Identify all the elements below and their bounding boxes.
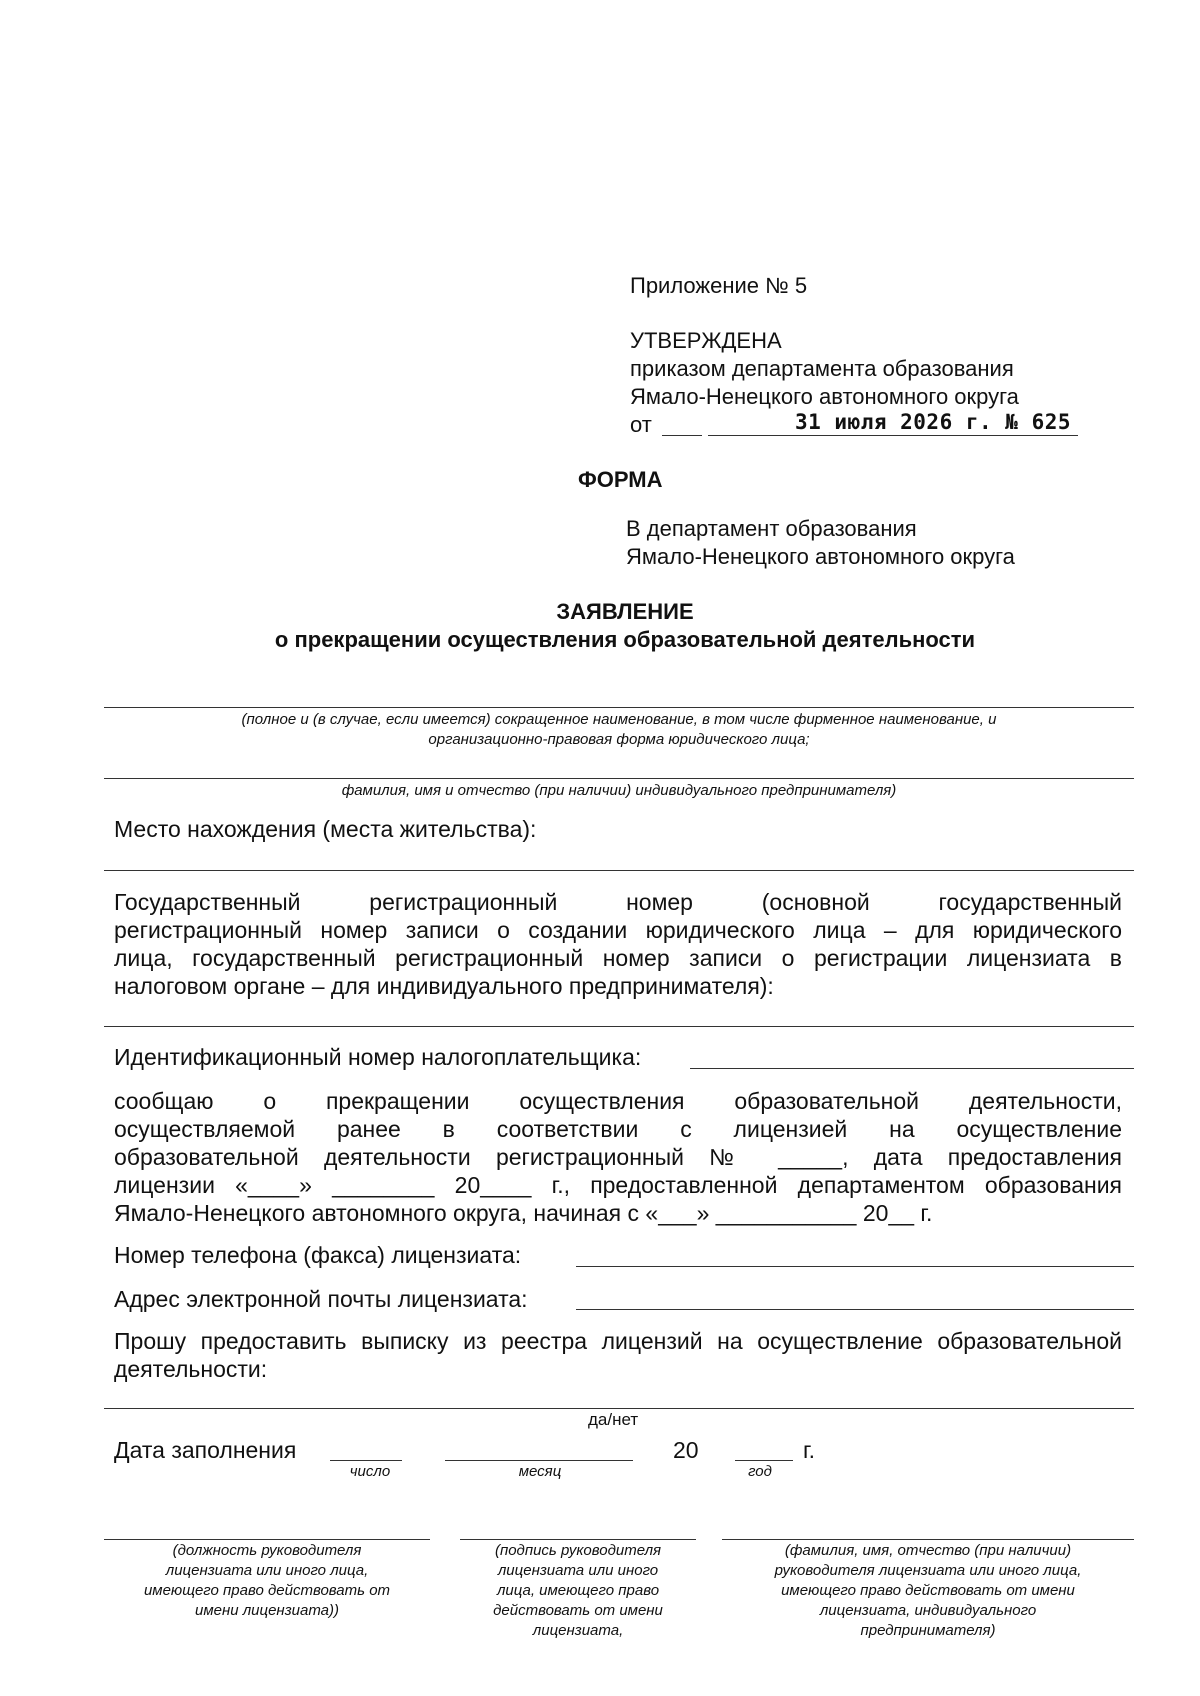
position-caption-line: (должность руководителя — [172, 1542, 362, 1559]
ogrn-text-3: лица, государственный регистрационный номер записи о регистрации лицензиата в — [114, 945, 1122, 971]
fullname-caption-line: (фамилия, имя, отчество (при наличии) — [784, 1542, 1072, 1559]
month-caption: месяц — [518, 1463, 562, 1480]
statement-text-1: сообщаю о прекращении осуществления образовательной деятельности, — [114, 1088, 1122, 1114]
statement-text-2: осуществляемой ранее в соответствии с лицензией на осуществление — [114, 1116, 1122, 1142]
approved-region-line: Ямало-Ненецкого автономного округа — [630, 384, 1019, 409]
ip-name-caption: фамилия, имя и отчество (при наличии) индивидуального предпринимателя) — [341, 782, 897, 799]
legal-name-line — [104, 707, 1134, 708]
statement-text-4: лицензии «____» ________ 20____ г., предоставленной департаментом образования — [114, 1172, 1122, 1198]
month-line[interactable] — [445, 1460, 633, 1461]
addressee-line-1: В департамент образования — [626, 516, 917, 541]
legal-name-caption-2: организационно-правовая форма юридического лица; — [428, 731, 810, 748]
signature-caption-line: действовать от имени — [493, 1602, 663, 1619]
phone-label: Номер телефона (факса) лицензиата: — [114, 1242, 522, 1268]
approved-label: УТВЕРЖДЕНА — [630, 328, 782, 353]
document-subtitle: о прекращении осуществления образовательной деятельности — [274, 627, 976, 652]
email-line[interactable] — [576, 1309, 1134, 1310]
form-label: ФОРМА — [578, 467, 663, 492]
location-line[interactable] — [104, 870, 1134, 871]
position-caption-line: имеющего право действовать от — [143, 1582, 391, 1599]
ip-name-line — [104, 778, 1134, 779]
approved-from-label: от — [630, 412, 652, 437]
addressee-line-2: Ямало-Ненецкого автономного округа — [626, 544, 1015, 569]
fullname-caption — [722, 1541, 1134, 1641]
fullname-caption-line: предпринимателя) — [860, 1622, 996, 1639]
signature-caption-line: лицензиата, — [532, 1622, 624, 1639]
location-label: Место нахождения (места жительства): — [114, 816, 537, 842]
position-caption — [104, 1541, 430, 1621]
ogrn-line[interactable] — [104, 1026, 1134, 1027]
signature-caption-line: (подпись руководителя — [494, 1542, 662, 1559]
position-line[interactable] — [104, 1539, 430, 1540]
phone-line[interactable] — [576, 1266, 1134, 1267]
inn-label: Идентификационный номер налогоплательщика: — [114, 1044, 642, 1070]
document-title: ЗАЯВЛЕНИЕ — [556, 599, 694, 624]
year-line[interactable] — [735, 1460, 793, 1461]
date-blank-line — [708, 435, 1078, 436]
statement-text-3: образовательной деятельности регистрационный № _____, дата предоставления — [114, 1144, 1122, 1170]
day-line[interactable] — [330, 1460, 402, 1461]
position-caption-line: имени лицензиата)) — [194, 1602, 340, 1619]
ogrn-text-1: Государственный регистрационный номер (основной государственный — [114, 889, 1122, 915]
extract-answer-line[interactable] — [104, 1408, 1134, 1409]
century-text: 20 — [673, 1437, 699, 1463]
signature-line[interactable] — [460, 1539, 696, 1540]
fill-date-label: Дата заполнения — [114, 1437, 297, 1463]
ogrn-text-2: регистрационный номер записи о создании юридического лица – для юридического — [114, 917, 1122, 943]
fullname-line[interactable] — [722, 1539, 1134, 1540]
fullname-caption-line: руководителя лицензиата или иного лица, — [774, 1562, 1082, 1579]
extract-request-1: Прошу предоставить выписку из реестра лицензий на осуществление образовательной — [114, 1328, 1122, 1354]
date-number-stamp: 31 июля 2026 г. № 625 — [795, 410, 1072, 434]
position-caption-line: лицензиата или иного лица, — [165, 1562, 369, 1579]
extract-request-2: деятельности: — [114, 1356, 268, 1382]
fullname-caption-line: имеющего право действовать от имени — [781, 1582, 1075, 1599]
signature-caption — [460, 1541, 696, 1641]
day-caption: число — [349, 1463, 391, 1480]
email-label: Адрес электронной почты лицензиата: — [114, 1286, 528, 1312]
statement-text-5: Ямало-Ненецкого автономного округа, начиная с «___» ___________ 20__ г. — [114, 1200, 933, 1226]
inn-line[interactable] — [690, 1068, 1134, 1069]
ogrn-text-4: налоговом органе – для индивидуального предпринимателя): — [114, 973, 774, 999]
year-caption: год — [748, 1463, 772, 1480]
from-blank-line — [662, 435, 702, 436]
year-suffix: г. — [803, 1437, 815, 1463]
signature-caption-line: лица, имеющего право — [496, 1582, 660, 1599]
fullname-caption-line: лицензиата, индивидуального — [819, 1602, 1037, 1619]
legal-name-caption-1: (полное и (в случае, если имеется) сокращенное наименование, в том числе фирменное наименование, и — [241, 711, 997, 728]
signature-caption-line: лицензиата или иного — [497, 1562, 659, 1579]
appendix-number: Приложение № 5 — [630, 273, 808, 298]
yes-no-caption: да/нет — [588, 1410, 639, 1429]
approved-order-line: приказом департамента образования — [630, 356, 1014, 381]
